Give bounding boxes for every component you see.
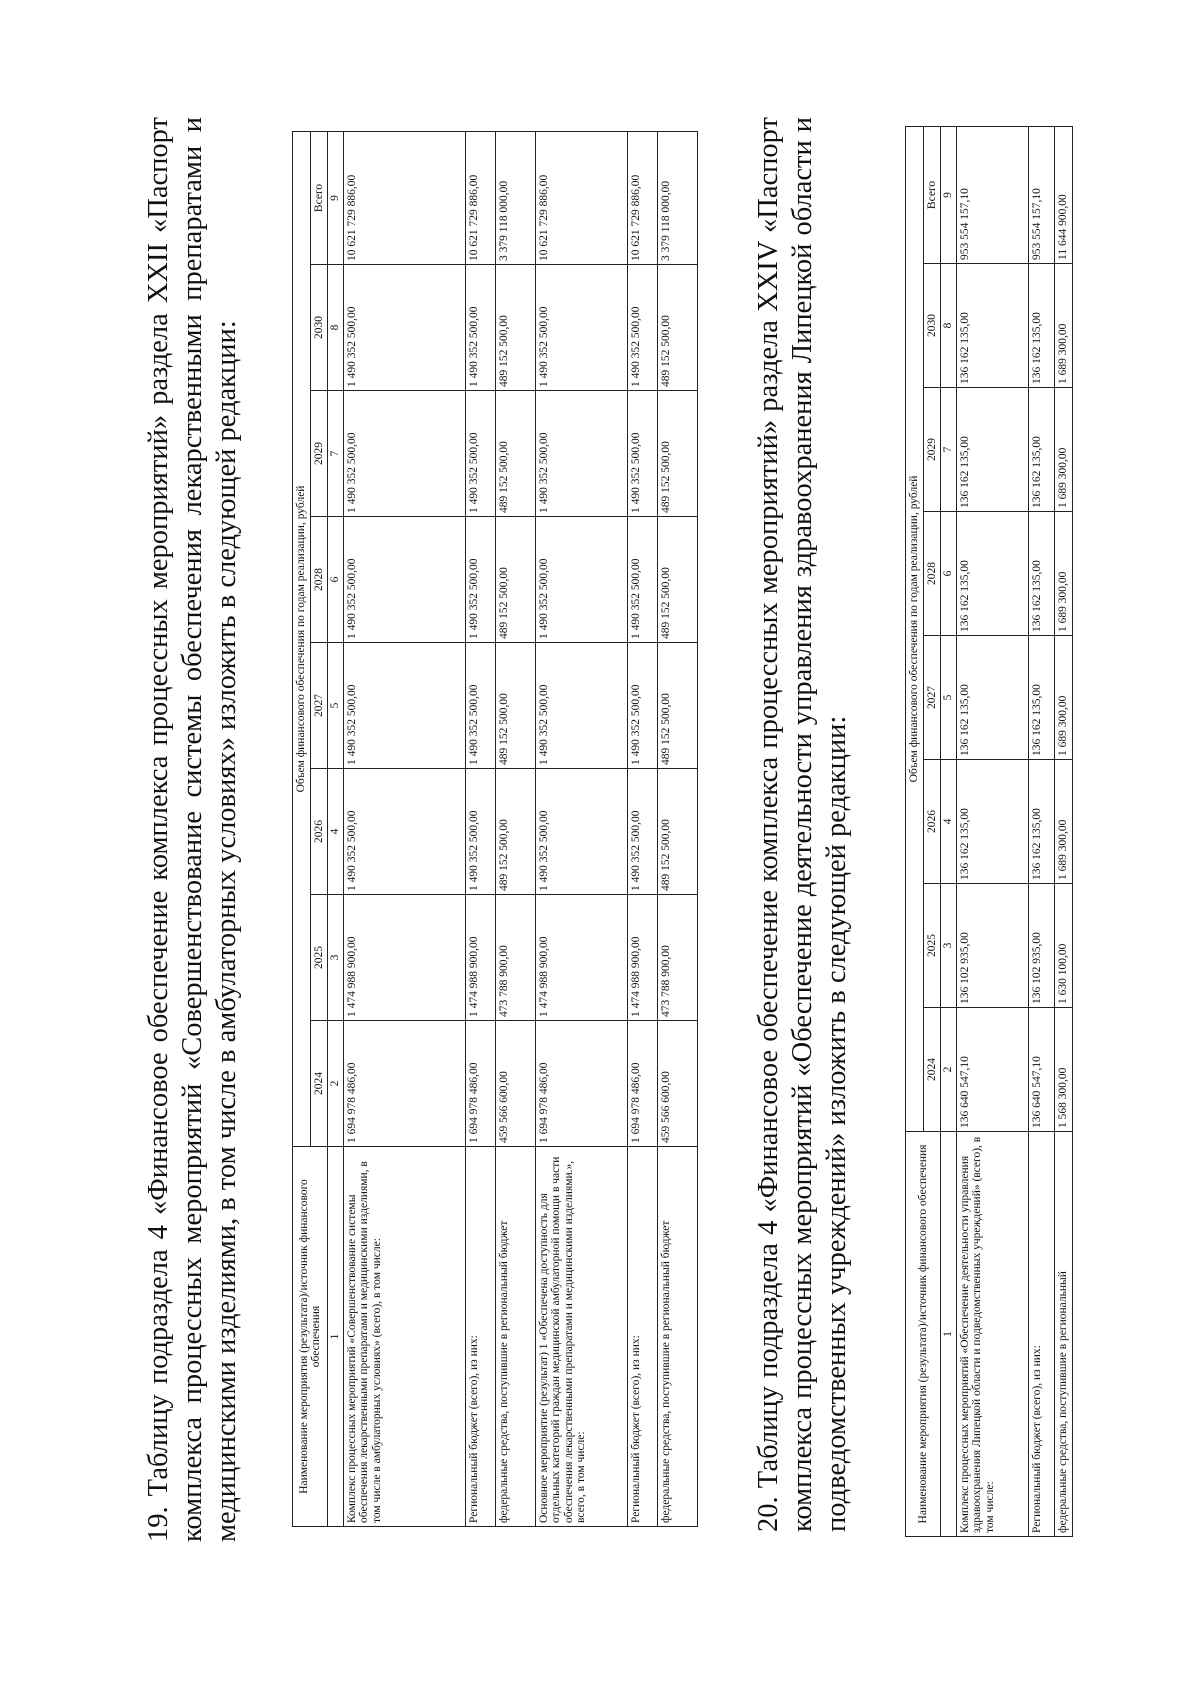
cell-value: 489 152 500,00 bbox=[495, 517, 535, 643]
column-index: 1 bbox=[328, 1147, 344, 1527]
table-row bbox=[627, 131, 657, 1526]
cell-value: 1 490 352 500,00 bbox=[465, 265, 495, 391]
cell-value: 1 694 978 486,00 bbox=[627, 1021, 657, 1147]
cell-value: 1 490 352 500,00 bbox=[465, 517, 495, 643]
cell-value: 1 490 352 500,00 bbox=[535, 265, 627, 391]
cell-value: 1 490 352 500,00 bbox=[627, 391, 657, 517]
column-header-name: Наименование мероприятия (результата)/источник финансового обеспечения bbox=[293, 1147, 328, 1527]
column-header-name: Наименование мероприятия (результата)/источник финансового обеспечения bbox=[906, 1132, 941, 1537]
cell-value: 953 554 157,10 bbox=[956, 126, 1028, 263]
cell-value: 953 554 157,10 bbox=[1028, 126, 1054, 263]
cell-value: 489 152 500,00 bbox=[657, 391, 697, 517]
cell-value: 1 490 352 500,00 bbox=[535, 391, 627, 517]
cell-value: 1 568 300,00 bbox=[1054, 1008, 1072, 1132]
cell-value: 10 621 729 886,00 bbox=[535, 131, 627, 264]
row-name: Основное мероприятие (результат) 1 «Обеспечена доступность для отдельных категорий граждан медицинской амбулаторной помощи в части обеспечения лекарственными препаратами и медицинскими изделиями.», всего, в том числе: bbox=[535, 1147, 627, 1527]
column-index: 6 bbox=[328, 517, 344, 643]
cell-value: 136 102 935,00 bbox=[1028, 884, 1054, 1008]
year-header: 2029 bbox=[923, 388, 941, 512]
column-index: 4 bbox=[328, 769, 344, 895]
cell-value: 1 474 988 900,00 bbox=[535, 895, 627, 1021]
column-index: 7 bbox=[328, 391, 344, 517]
column-index: 2 bbox=[328, 1021, 344, 1147]
cell-value: 489 152 500,00 bbox=[657, 265, 697, 391]
table-row bbox=[465, 131, 495, 1526]
column-index: 3 bbox=[328, 895, 344, 1021]
cell-value: 136 162 135,00 bbox=[956, 512, 1028, 636]
cell-value: 1 490 352 500,00 bbox=[535, 643, 627, 769]
column-index: 9 bbox=[328, 131, 344, 264]
cell-value: 1 474 988 900,00 bbox=[627, 895, 657, 1021]
cell-value: 1 689 300,00 bbox=[1054, 512, 1072, 636]
cell-value: 136 162 135,00 bbox=[956, 388, 1028, 512]
year-header: 2025 bbox=[923, 884, 941, 1008]
year-header: 2029 bbox=[310, 391, 328, 517]
row-name: федеральные средства, поступившие в региональный бюджет bbox=[495, 1147, 535, 1527]
cell-value: 1 689 300,00 bbox=[1054, 760, 1072, 884]
cell-value: 136 162 135,00 bbox=[1028, 388, 1054, 512]
year-header: 2026 bbox=[923, 760, 941, 884]
cell-value: 473 788 900,00 bbox=[495, 895, 535, 1021]
cell-value: 136 162 135,00 bbox=[1028, 512, 1054, 636]
cell-value: 1 490 352 500,00 bbox=[343, 517, 465, 643]
cell-value: 1 490 352 500,00 bbox=[465, 391, 495, 517]
cell-value: 459 566 600,00 bbox=[495, 1021, 535, 1147]
text-line: 19. Таблицу подраздела 4 «Финансовое обеспечение комплекса процессных мероприятий» раздела XXII «Паспорт bbox=[143, 117, 174, 1542]
year-header: 2024 bbox=[923, 1008, 941, 1132]
section-19-heading bbox=[142, 117, 244, 1542]
row-name: Региональный бюджет (всего), из них: bbox=[627, 1147, 657, 1527]
cell-value: 11 644 900,00 bbox=[1054, 126, 1072, 263]
table-row bbox=[535, 131, 627, 1526]
text-line: комплекса процессных мероприятий «Обеспечение деятельности управления здравоохранения Липецкой области и bbox=[787, 117, 818, 1532]
cell-value: 489 152 500,00 bbox=[657, 769, 697, 895]
financial-table-section-20 bbox=[905, 126, 1073, 1537]
column-index: 1 bbox=[941, 1132, 957, 1537]
cell-value: 136 162 135,00 bbox=[956, 636, 1028, 760]
cell-value: 489 152 500,00 bbox=[495, 265, 535, 391]
year-header: 2030 bbox=[310, 265, 328, 391]
cell-value: 1 630 100,00 bbox=[1054, 884, 1072, 1008]
row-name: федеральные средства, поступившие в региональный bbox=[1054, 1132, 1072, 1537]
cell-value: 1 490 352 500,00 bbox=[465, 643, 495, 769]
cell-value: 489 152 500,00 bbox=[657, 517, 697, 643]
cell-value: 1 694 978 486,00 bbox=[465, 1021, 495, 1147]
cell-value: 1 689 300,00 bbox=[1054, 388, 1072, 512]
cell-value: 1 694 978 486,00 bbox=[535, 1021, 627, 1147]
cell-value: 1 689 300,00 bbox=[1054, 636, 1072, 760]
year-header: 2027 bbox=[310, 643, 328, 769]
cell-value: 1 490 352 500,00 bbox=[343, 643, 465, 769]
cell-value: 1 490 352 500,00 bbox=[343, 265, 465, 391]
cell-value: 3 379 118 000,00 bbox=[657, 131, 697, 264]
column-index: 3 bbox=[941, 884, 957, 1008]
column-index: 8 bbox=[328, 265, 344, 391]
cell-value: 459 566 600,00 bbox=[657, 1021, 697, 1147]
cell-value: 136 640 547,10 bbox=[1028, 1008, 1054, 1132]
column-index: 7 bbox=[941, 388, 957, 512]
column-index: 6 bbox=[941, 512, 957, 636]
column-index: 9 bbox=[941, 126, 957, 263]
cell-value: 10 621 729 886,00 bbox=[343, 131, 465, 264]
cell-value: 473 788 900,00 bbox=[657, 895, 697, 1021]
cell-value: 1 490 352 500,00 bbox=[535, 769, 627, 895]
total-header: Всего bbox=[923, 126, 941, 263]
cell-value: 1 474 988 900,00 bbox=[465, 895, 495, 1021]
column-index: 8 bbox=[941, 264, 957, 388]
cell-value: 136 162 135,00 bbox=[1028, 264, 1054, 388]
cell-value: 136 162 135,00 bbox=[1028, 760, 1054, 884]
cell-value: 136 162 135,00 bbox=[956, 264, 1028, 388]
row-name: федеральные средства, поступившие в региональный бюджет bbox=[657, 1147, 697, 1527]
cell-value: 489 152 500,00 bbox=[495, 643, 535, 769]
text-line: комплекса процессных мероприятий «Совершенствование системы обеспечения лекарственными препаратами и bbox=[177, 117, 208, 1542]
year-header: 2024 bbox=[310, 1021, 328, 1147]
cell-value: 136 102 935,00 bbox=[956, 884, 1028, 1008]
cell-value: 489 152 500,00 bbox=[657, 643, 697, 769]
year-header: 2026 bbox=[310, 769, 328, 895]
year-header: 2027 bbox=[923, 636, 941, 760]
table-row bbox=[1028, 126, 1054, 1536]
section-20-heading bbox=[752, 117, 854, 1532]
column-index: 5 bbox=[941, 636, 957, 760]
year-header: 2030 bbox=[923, 264, 941, 388]
text-line: 20. Таблицу подраздела 4 «Финансовое обеспечение комплекса процессных мероприятий» раздела XXIV «Паспорт bbox=[753, 117, 784, 1532]
column-header-volume: Объем финансового обеспечения по годам реализации, рублей bbox=[293, 131, 311, 1146]
column-index: 5 bbox=[328, 643, 344, 769]
cell-value: 489 152 500,00 bbox=[495, 391, 535, 517]
cell-value: 1 490 352 500,00 bbox=[627, 643, 657, 769]
row-name: Комплекс процессных мероприятий «Совершенствование системы обеспечения лекарственными препаратами и медицинскими изделиями, в том числе в амбулаторных условиях» (всего), в том числе: bbox=[343, 1147, 465, 1527]
cell-value: 136 162 135,00 bbox=[1028, 636, 1054, 760]
text-line: медицинскими изделиями, в том числе в амбулаторных условиях» изложить в следующей редакции: bbox=[211, 320, 242, 1542]
cell-value: 10 621 729 886,00 bbox=[627, 131, 657, 264]
row-name: Региональный бюджет (всего), из них: bbox=[465, 1147, 495, 1527]
cell-value: 1 490 352 500,00 bbox=[627, 265, 657, 391]
cell-value: 1 694 978 486,00 bbox=[343, 1021, 465, 1147]
year-header: 2028 bbox=[310, 517, 328, 643]
row-name: Региональный бюджет (всего), из них: bbox=[1028, 1132, 1054, 1537]
cell-value: 3 379 118 000,00 bbox=[495, 131, 535, 264]
row-name: Комплекс процессных мероприятий «Обеспечение деятельности управления здравоохранения Липецкой области и подведомственных учреждений» (всего), в том числе: bbox=[956, 1132, 1028, 1537]
cell-value: 10 621 729 886,00 bbox=[465, 131, 495, 264]
cell-value: 489 152 500,00 bbox=[495, 769, 535, 895]
cell-value: 1 490 352 500,00 bbox=[627, 769, 657, 895]
cell-value: 1 689 300,00 bbox=[1054, 264, 1072, 388]
cell-value: 1 490 352 500,00 bbox=[343, 769, 465, 895]
cell-value: 136 162 135,00 bbox=[956, 760, 1028, 884]
table-row bbox=[495, 131, 535, 1526]
cell-value: 1 490 352 500,00 bbox=[535, 517, 627, 643]
cell-value: 1 490 352 500,00 bbox=[465, 769, 495, 895]
table-row bbox=[343, 131, 465, 1526]
financial-table-section-19 bbox=[292, 131, 698, 1527]
table-row bbox=[1054, 126, 1072, 1536]
year-header: 2028 bbox=[923, 512, 941, 636]
column-header-volume: Объем финансового обеспечения по годам реализации, рублей bbox=[906, 126, 924, 1131]
cell-value: 136 640 547,10 bbox=[956, 1008, 1028, 1132]
table-row bbox=[657, 131, 697, 1526]
table-row bbox=[956, 126, 1028, 1536]
cell-value: 1 474 988 900,00 bbox=[343, 895, 465, 1021]
year-header: 2025 bbox=[310, 895, 328, 1021]
cell-value: 1 490 352 500,00 bbox=[627, 517, 657, 643]
cell-value: 1 490 352 500,00 bbox=[343, 391, 465, 517]
text-line: подведомственных учреждений» изложить в следующей редакции: bbox=[821, 715, 852, 1532]
column-index: 4 bbox=[941, 760, 957, 884]
column-index: 2 bbox=[941, 1008, 957, 1132]
total-header: Всего bbox=[310, 131, 328, 264]
